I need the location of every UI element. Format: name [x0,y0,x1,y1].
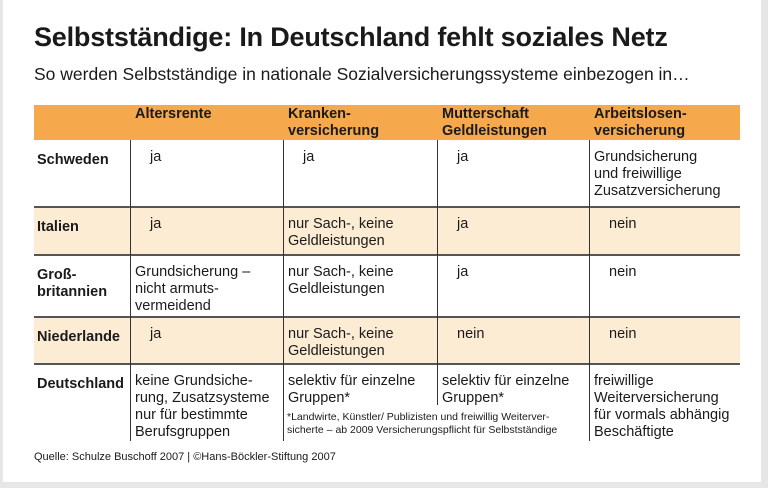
infographic [3,0,761,482]
row-divider [34,254,740,256]
table-cell: nein [609,216,637,232]
table-cell: ja [457,264,469,280]
table-cell: ja [303,149,315,165]
comparison-table [34,105,740,441]
column-header: Kranken- versicherung [288,106,380,139]
row-label: Schweden [37,152,109,168]
column-divider [437,140,438,405]
table-cell: ja [150,149,162,165]
table-cell: nur Sach-, keine Geldleistungen [288,216,394,249]
table-cell: ja [457,149,469,165]
column-header: Mutterschaft Geldleistungen [442,106,547,139]
table-cell: nein [457,326,485,342]
table-cell: nein [609,264,637,280]
table-cell: Grundsicherung und freiwillige Zusatzversicherung [594,149,721,199]
table-cell: ja [457,216,469,232]
source-note: Quelle: Schulze Buschoff 2007 | ©Hans-Böckler-Stiftung 2007 [34,451,336,463]
table-cell: ja [150,216,162,232]
footnote: *Landwirte, Künstler/ Publizisten und freiwillig Weiterver- sicherte – ab 2009 Versicherungspflicht für Selbstständige [287,411,558,436]
table-cell: Grundsicherung – nicht armuts- vermeidend [135,264,251,314]
row-label: Groß- britannien [37,267,108,300]
table-cell: keine Grundsiche- rung, Zusatzsysteme nur für bestimmte Berufsgruppen [135,373,270,440]
table-cell: nur Sach-, keine Geldleistungen [288,326,394,359]
column-divider [589,140,590,441]
table-cell: nein [609,326,637,342]
table-cell: selektiv für einzelne Gruppen* [442,373,570,406]
page-title: Selbstständige: In Deutschland fehlt soziales Netz [34,22,668,52]
column-header: Arbeitslosen- versicherung [594,106,687,139]
column-divider [130,140,131,441]
table-cell: nur Sach-, keine Geldleistungen [288,264,394,297]
row-divider [34,206,740,208]
row-divider [34,316,740,318]
row-label: Deutschland [37,376,125,392]
row-divider [34,363,740,365]
row-label: Italien [37,219,79,235]
table-cell: ja [150,326,162,342]
table-cell: freiwillige Weiterversicherung für vormals abhängig Beschäftigte [594,373,730,440]
table-cell: selektiv für einzelne Gruppen* [288,373,416,406]
column-divider [283,140,284,441]
subtitle: So werden Selbstständige in nationale Sozialversicherungssysteme einbezogen in… [34,64,690,84]
row-label: Niederlande [37,329,120,345]
column-header: Altersrente [135,106,212,122]
